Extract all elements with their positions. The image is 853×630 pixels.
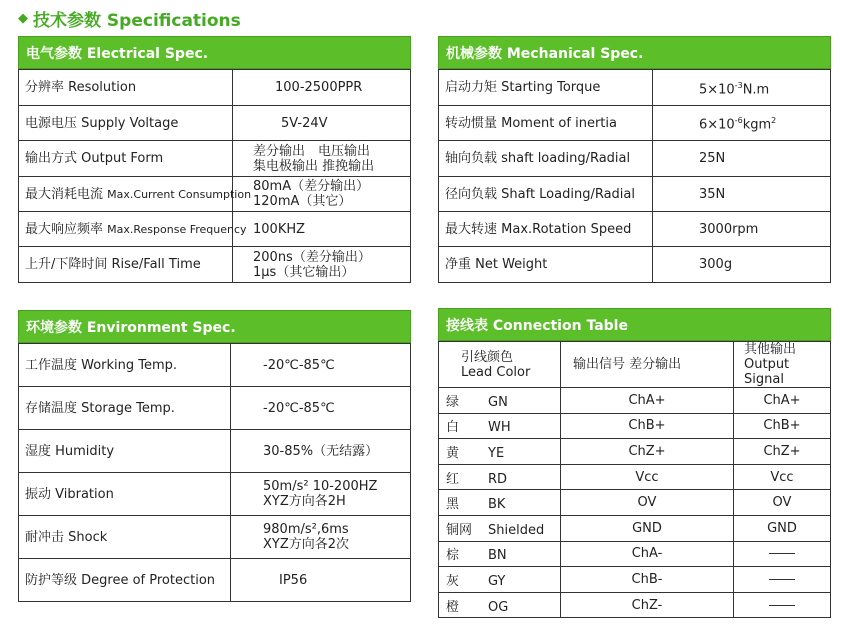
color-code: RD bbox=[488, 471, 508, 487]
spec-label: 转动惯量 Moment of inertia bbox=[439, 106, 653, 141]
spec-label bbox=[19, 212, 247, 247]
table-row bbox=[19, 177, 411, 212]
spec-label: 最大转速 Max.Rotation Speed bbox=[439, 212, 653, 247]
spec-label: 振动 Vibration bbox=[19, 473, 231, 516]
spec-value bbox=[653, 70, 831, 106]
environment-panel bbox=[18, 310, 411, 602]
value-exponent: -6 bbox=[734, 116, 743, 126]
diff-signal-cell: ChZ- bbox=[561, 592, 734, 618]
table-row bbox=[439, 388, 831, 414]
spec-label: 工作温度 Working Temp. bbox=[19, 344, 231, 387]
table-row bbox=[439, 177, 831, 212]
value-base: 6×10 bbox=[699, 117, 735, 133]
color-name-cn: 灰 bbox=[446, 573, 460, 589]
other-signal-cell: Vcc bbox=[734, 464, 831, 490]
color-code: GY bbox=[488, 573, 506, 589]
environment-table bbox=[18, 343, 411, 602]
spec-label: 电源电压 Supply Voltage bbox=[19, 106, 233, 141]
spec-label: 上升/下降时间 Rise/Fall Time bbox=[19, 247, 233, 283]
table-row bbox=[439, 141, 831, 177]
color-name-cn: 白 bbox=[446, 420, 460, 436]
spec-value: 35N bbox=[653, 177, 831, 212]
color-code: GN bbox=[488, 394, 508, 410]
table-row bbox=[439, 567, 831, 593]
table-row bbox=[19, 212, 411, 247]
spec-label: 轴向负载 shaft loading/Radial bbox=[439, 141, 653, 177]
spec-label: 湿度 Humidity bbox=[19, 430, 231, 473]
diff-signal-cell: ChA- bbox=[561, 541, 734, 567]
spec-value: 100-2500PPR bbox=[233, 70, 411, 106]
spec-value: 80mA（差分输出） 120mA（其它） bbox=[233, 177, 411, 212]
spec-value: 300g bbox=[653, 247, 831, 283]
table-row bbox=[19, 106, 411, 141]
table-row bbox=[439, 247, 831, 283]
table-row bbox=[19, 516, 411, 559]
mechanical-header: 机械参数 Mechanical Spec. bbox=[438, 36, 831, 69]
table-row bbox=[439, 106, 831, 141]
other-signal-cell bbox=[734, 592, 831, 618]
other-signal-cell: ChB+ bbox=[734, 413, 831, 439]
color-code: WH bbox=[488, 420, 511, 436]
spec-label-en: Max.Response Frequency bbox=[107, 222, 247, 236]
lead-color-cell bbox=[439, 464, 561, 490]
spec-value bbox=[653, 106, 831, 141]
color-code: Shielded bbox=[488, 522, 545, 538]
value-base: 5×10 bbox=[699, 82, 735, 98]
diff-signal-cell: ChB- bbox=[561, 567, 734, 593]
table-row bbox=[19, 430, 411, 473]
spec-label: 耐冲击 Shock bbox=[19, 516, 231, 559]
value-exponent: -3 bbox=[734, 80, 743, 90]
spec-value: 30-85%（无结露） bbox=[231, 430, 411, 473]
column-header-differential: 输出信号 差分输出 bbox=[561, 342, 734, 388]
electrical-panel bbox=[18, 36, 411, 283]
connection-header: 接线表 Connection Table bbox=[438, 308, 831, 341]
table-row bbox=[439, 515, 831, 541]
connection-table bbox=[438, 341, 831, 618]
color-name-cn: 绿 bbox=[446, 394, 460, 410]
electrical-header: 电气参数 Electrical Spec. bbox=[18, 36, 411, 69]
diff-signal-cell: ChB+ bbox=[561, 413, 734, 439]
color-code: BN bbox=[488, 548, 507, 564]
lead-color-cell bbox=[439, 388, 561, 414]
spec-label: 存储温度 Storage Temp. bbox=[19, 387, 231, 430]
spec-value: 50m/s² 10-200HZ XYZ方向各2H bbox=[231, 473, 411, 516]
color-code: OG bbox=[488, 599, 509, 615]
color-name-cn: 铜网 bbox=[446, 522, 473, 538]
dash-icon bbox=[769, 553, 795, 554]
spec-value: 25N bbox=[653, 141, 831, 177]
diff-signal-cell: ChZ+ bbox=[561, 439, 734, 465]
color-name-cn: 橙 bbox=[446, 599, 460, 615]
table-row bbox=[19, 387, 411, 430]
table-row bbox=[19, 344, 411, 387]
table-row bbox=[19, 70, 411, 106]
spec-value: 5V-24V bbox=[233, 106, 411, 141]
spec-label: 输出方式 Output Form bbox=[19, 141, 233, 177]
table-row bbox=[439, 490, 831, 516]
page-title bbox=[18, 6, 241, 30]
other-signal-cell bbox=[734, 541, 831, 567]
lead-color-cell bbox=[439, 413, 561, 439]
table-row bbox=[439, 439, 831, 465]
other-signal-cell bbox=[734, 567, 831, 593]
other-signal-cell: ChZ+ bbox=[734, 439, 831, 465]
spec-value: -20℃-85℃ bbox=[231, 387, 411, 430]
table-row bbox=[439, 70, 831, 106]
color-name-cn: 棕 bbox=[446, 548, 460, 564]
value-unit: N.m bbox=[742, 82, 770, 98]
other-signal-cell: GND bbox=[734, 515, 831, 541]
lead-color-cell bbox=[439, 541, 561, 567]
spec-value: 200ns（差分输出） 1μs（其它输出） bbox=[233, 247, 411, 283]
table-row bbox=[19, 473, 411, 516]
spec-label: 净重 Net Weight bbox=[439, 247, 653, 283]
table-row bbox=[19, 559, 411, 602]
environment-header: 环境参数 Environment Spec. bbox=[18, 310, 411, 343]
color-name-cn: 红 bbox=[446, 471, 460, 487]
spec-value: 差分输出 电压输出 集电极输出 推挽输出 bbox=[233, 141, 411, 177]
other-signal-cell: ChA+ bbox=[734, 388, 831, 414]
mechanical-panel bbox=[438, 36, 831, 283]
color-name-cn: 黄 bbox=[446, 445, 460, 461]
dash-icon bbox=[769, 579, 795, 580]
spec-value: 100KHZ bbox=[233, 212, 411, 247]
other-signal-cell: OV bbox=[734, 490, 831, 516]
spec-label: 防护等级 Degree of Protection bbox=[19, 559, 231, 602]
lead-color-cell bbox=[439, 567, 561, 593]
table-row bbox=[439, 464, 831, 490]
color-code: YE bbox=[488, 445, 505, 461]
spec-value: 980m/s²,6ms XYZ方向各2次 bbox=[231, 516, 411, 559]
dash-icon bbox=[769, 605, 795, 606]
spec-label-cn: 最大消耗电流 bbox=[25, 186, 104, 202]
spec-label: 启动力矩 Starting Torque bbox=[439, 70, 653, 106]
mechanical-table bbox=[438, 69, 831, 283]
value-unit-exponent: 2 bbox=[771, 116, 777, 126]
spec-value: IP56 bbox=[231, 559, 411, 602]
table-row bbox=[439, 212, 831, 247]
lead-color-cell bbox=[439, 592, 561, 618]
diff-signal-cell: GND bbox=[561, 515, 734, 541]
table-row bbox=[439, 413, 831, 439]
connection-panel bbox=[438, 308, 831, 618]
table-row bbox=[439, 592, 831, 618]
electrical-table bbox=[18, 69, 411, 283]
page-title-text: 技术参数 Specifications bbox=[33, 10, 241, 31]
diamond-bullet-icon: ◆ bbox=[18, 10, 28, 26]
color-code: BK bbox=[488, 497, 506, 513]
spec-label: 分辨率 Resolution bbox=[19, 70, 233, 106]
diff-signal-cell: ChA+ bbox=[561, 388, 734, 414]
table-row bbox=[19, 141, 411, 177]
spec-label-en: Max.Current Consumption bbox=[107, 187, 252, 201]
color-name-cn: 黑 bbox=[446, 497, 460, 513]
table-row bbox=[19, 247, 411, 283]
spec-label: 径向负载 Shaft Loading/Radial bbox=[439, 177, 653, 212]
diff-signal-cell: OV bbox=[561, 490, 734, 516]
column-header-other-output: 其他输出 Output Signal bbox=[734, 342, 831, 388]
table-row bbox=[439, 541, 831, 567]
lead-color-cell bbox=[439, 515, 561, 541]
spec-value: -20℃-85℃ bbox=[231, 344, 411, 387]
spec-value: 3000rpm bbox=[653, 212, 831, 247]
spec-label-cn: 最大响应频率 bbox=[25, 221, 104, 237]
lead-color-cell bbox=[439, 439, 561, 465]
diff-signal-cell: Vcc bbox=[561, 464, 734, 490]
spec-label bbox=[19, 177, 252, 212]
column-header-lead-color: 引线颜色 Lead Color bbox=[439, 342, 561, 388]
lead-color-cell bbox=[439, 490, 561, 516]
value-unit: kgm bbox=[742, 117, 772, 133]
table-header-row bbox=[439, 342, 831, 388]
